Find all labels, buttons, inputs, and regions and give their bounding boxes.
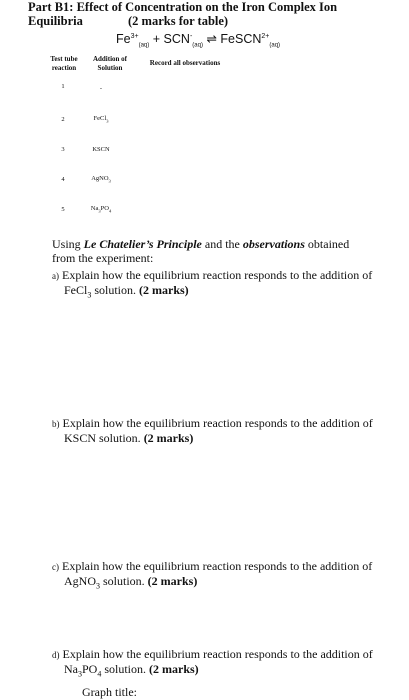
answer-area-c[interactable] bbox=[52, 591, 382, 641]
row-solution: KSCN bbox=[92, 146, 110, 153]
observation-cell[interactable] bbox=[132, 78, 382, 102]
equilibrium-equation: $Fe^{3+}_{(aq)} + SCN^-_{(aq)}$ ⇌ FeSCN$^{2+}_{(aq)}$ bbox=[116, 32, 281, 49]
header-observations: Record all observations bbox=[149, 59, 221, 67]
observation-cell[interactable] bbox=[132, 138, 382, 162]
row-number: 1 bbox=[61, 83, 65, 90]
question-b: b) Explain how the equilibrium reaction responds to the addition of KSCN solution. (2 marks) bbox=[52, 416, 373, 445]
section-title-line2: Equilibria bbox=[28, 14, 83, 28]
row-solution: FeCl$_3$ bbox=[93, 115, 109, 124]
graph-title-label: Graph title: bbox=[82, 685, 137, 699]
row-number: 5 bbox=[61, 206, 65, 213]
row-number: 2 bbox=[61, 116, 65, 123]
header-test-tube: Test tube reaction bbox=[50, 55, 78, 72]
row-solution: $Na_3PO_4$ bbox=[90, 205, 112, 214]
intro-paragraph: Using Le Chatelier’s Principle and the observations obtained from the experiment: bbox=[52, 237, 350, 265]
row-solution: - bbox=[99, 85, 103, 92]
observation-cell[interactable] bbox=[132, 108, 382, 132]
question-a: a) Explain how the equilibrium reaction responds to the addition of FeCl$_3$ solution. (2 marks) bbox=[52, 268, 373, 300]
row-solution: AgNO$_3$ bbox=[91, 175, 111, 184]
question-d: d) Explain how the equilibrium reaction responds to the addition of $Na_3PO_4$ solution. (2 marks) bbox=[52, 647, 373, 679]
section-title: Part B1: Effect of Concentration on the Iron Complex Ion bbox=[28, 0, 338, 14]
table-marks-note: (2 marks for table) bbox=[128, 14, 229, 28]
observation-cell[interactable] bbox=[132, 168, 382, 192]
header-addition: Addition of Solution bbox=[92, 55, 128, 72]
equilibrium-arrow-icon: ⇌ bbox=[206, 32, 217, 46]
question-c: c) Explain how the equilibrium reaction responds to the addition of AgNO$_3$ solution. (2 marks) bbox=[52, 559, 373, 591]
observation-cell[interactable] bbox=[132, 198, 382, 222]
row-number: 4 bbox=[61, 176, 65, 183]
answer-area-b[interactable] bbox=[52, 448, 382, 554]
row-number: 3 bbox=[61, 146, 65, 153]
answer-area-a[interactable] bbox=[52, 300, 382, 410]
